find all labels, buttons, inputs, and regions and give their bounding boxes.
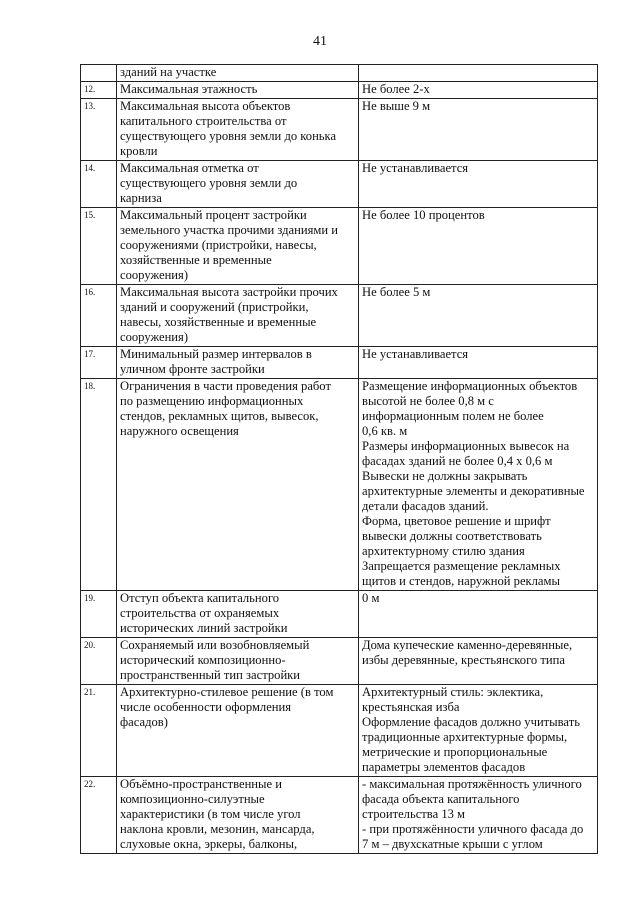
table-row	[81, 638, 598, 685]
row-number: 21.	[81, 685, 117, 777]
row-number: 19.	[81, 591, 117, 638]
row-value: Не устанавливается	[359, 161, 598, 208]
row-number: 12.	[81, 82, 117, 99]
row-value: Не более 5 м	[359, 285, 598, 347]
row-parameter: Минимальный размер интервалов в уличном фронте застройки	[117, 347, 359, 379]
regulations-table	[80, 64, 598, 854]
row-value: Архитектурный стиль: эклектика, крестьянская изба Оформление фасадов должно учитывать традиционные архитектурные формы, метрические и пропорциональные параметры элементов фасадов	[359, 685, 598, 777]
row-value: Не более 2-х	[359, 82, 598, 99]
row-number: 18.	[81, 379, 117, 591]
table-row	[81, 685, 598, 777]
row-number: 15.	[81, 208, 117, 285]
row-value: Не выше 9 м	[359, 99, 598, 161]
row-value: Не более 10 процентов	[359, 208, 598, 285]
row-parameter: Отступ объекта капитального строительства от охраняемых исторических линий застройки	[117, 591, 359, 638]
row-parameter: Максимальная высота объектов капитального строительства от существующего уровня земли до конька кровли	[117, 99, 359, 161]
row-parameter: Максимальная отметка от существующего уровня земли до карниза	[117, 161, 359, 208]
table-row	[81, 347, 598, 379]
table-row	[81, 99, 598, 161]
table-row	[81, 379, 598, 591]
row-number: 20.	[81, 638, 117, 685]
row-number: 17.	[81, 347, 117, 379]
page-number: 41	[313, 34, 327, 49]
row-value: Размещение информационных объектов высотой не более 0,8 м с информационным полем не более 0,6 кв. м Размеры информационных вывесок на фасадах зданий не более 0,4 х 0,6 м Вывески не должны закрывать архитектурные элементы и декоративные детали фасадов зданий. Форма, цветовое решение и шрифт вывески должны соответствовать архитектурному стилю здания Запрещается размещение рекламных щитов и стендов, наружной рекламы	[359, 379, 598, 591]
row-value: Дома купеческие каменно-деревянные, избы деревянные, крестьянского типа	[359, 638, 598, 685]
row-parameter: Максимальная этажность	[117, 82, 359, 99]
row-parameter: зданий на участке	[117, 65, 359, 82]
row-value: - максимальная протяжённость уличного фасада объекта капитального строительства 13 м - при протяжённости уличного фасада до 7 м – двухскатные крыши с углом	[359, 777, 598, 854]
row-number: 14.	[81, 161, 117, 208]
row-parameter: Объёмно-пространственные и композиционно-силуэтные характеристики (в том числе угол наклона кровли, мезонин, мансарда, слуховые окна, эркеры, балконы,	[117, 777, 359, 854]
row-parameter: Архитектурно-стилевое решение (в том числе особенности оформления фасадов)	[117, 685, 359, 777]
row-value	[359, 65, 598, 82]
row-parameter: Максимальная высота застройки прочих зданий и сооружений (пристройки, навесы, хозяйственные и временные сооружения)	[117, 285, 359, 347]
row-number	[81, 65, 117, 82]
table-row	[81, 82, 598, 99]
table-row	[81, 208, 598, 285]
row-number: 16.	[81, 285, 117, 347]
row-number: 13.	[81, 99, 117, 161]
row-value: Не устанавливается	[359, 347, 598, 379]
row-parameter: Ограничения в части проведения работ по размещению информационных стендов, рекламных щитов, вывесок, наружного освещения	[117, 379, 359, 591]
table-row	[81, 591, 598, 638]
table-row	[81, 65, 598, 82]
row-number: 22.	[81, 777, 117, 854]
table-row	[81, 161, 598, 208]
row-parameter: Сохраняемый или возобновляемый исторический композиционно- пространственный тип застройки	[117, 638, 359, 685]
table-row	[81, 777, 598, 854]
table-row	[81, 285, 598, 347]
row-parameter: Максимальный процент застройки земельного участка прочими зданиями и сооружениями (пристройки, навесы, хозяйственные и временные сооружения)	[117, 208, 359, 285]
row-value: 0 м	[359, 591, 598, 638]
